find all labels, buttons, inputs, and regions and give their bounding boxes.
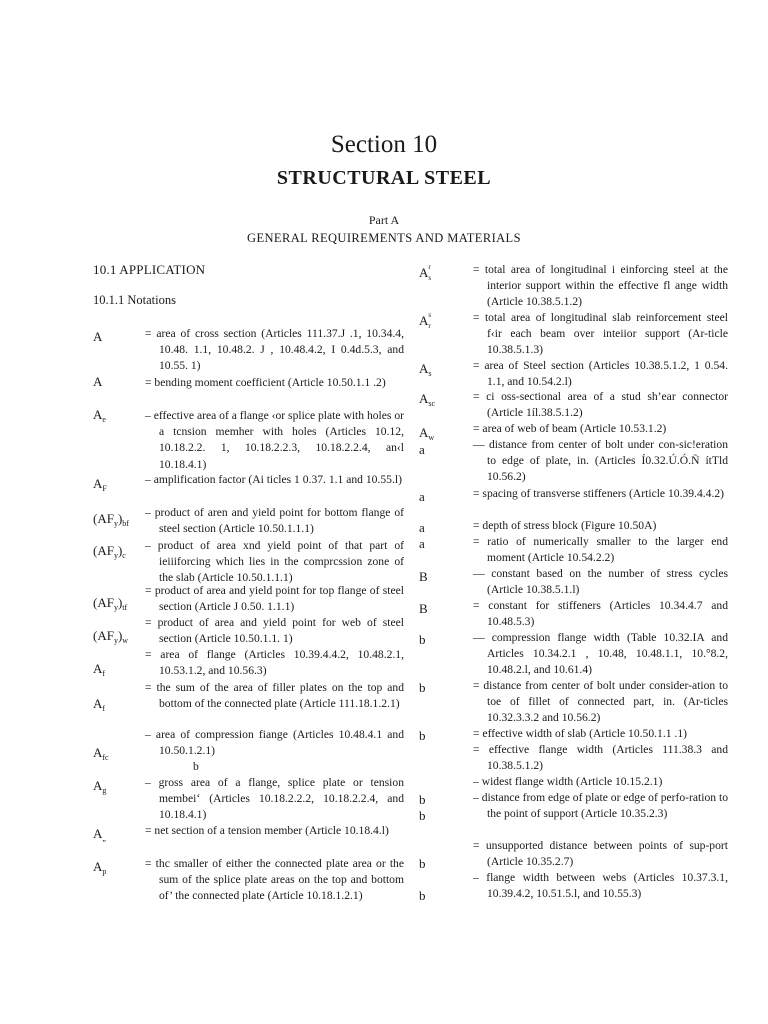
definition-Aw: = area of web of beam (Article 10.53.1.2) [473, 422, 667, 435]
symbol-a-depth: a [419, 520, 425, 535]
definition-An: = net section of a tension member (Article 10.18.4.l) [145, 824, 389, 837]
symbol-Ars: A s r [419, 311, 432, 330]
symbol-Ae: $A_e$ [93, 407, 106, 424]
definition-b-slab: = effective width of slab (Article 10.50.1.1 .1) [473, 727, 687, 740]
part-label: Part A [368, 213, 400, 227]
definition-b-compression: — compression flange width (Table 10.32.IA and Articles 10.34.2.1 , 10.48, 10.48.1.1, 10.°8.2, 10.48.2.l, and 10.61.4) [473, 631, 728, 677]
symbol-b-compression: b [419, 632, 426, 647]
definition-Ars: = total area of longitudinal slab reinforcement steel f‹ir each beam over inteiior support (Ar-ticle 10.38.5.1.3) [473, 311, 728, 357]
definition-a-ratio: = ratio of numerically smaller to the larger end moment (Article 10.54.2.2) [473, 535, 728, 565]
symbol-Asr: A r s [419, 263, 432, 282]
definition-a-depth: = depth of stress block (Figure 10.50A) [473, 519, 657, 532]
symbol-AFy-tf: $(AF_y)_{tf}$ [93, 595, 128, 612]
symbol-An: $A_„$ [93, 826, 106, 843]
definition-AF: – amplification factor (Ai ticles 1 0.37. 1.1 and 10.55.l) [145, 473, 402, 486]
symbol-AF: $A_F$ [93, 476, 107, 493]
heading-notations: 10.1.1 Notations [93, 293, 176, 307]
chapter-title: STRUCTURAL STEEL [276, 167, 492, 189]
symbol-Ag: $A_g$ [93, 778, 107, 795]
definition-A-bending: = bending moment coefficient (Article 10.50.1.1 .2) [145, 376, 386, 389]
definition-Asr: = total area of longitudinal i einforcing steel at the interior support within the effective fl ange width (Article 10.38.5.1.2) [473, 263, 728, 309]
definition-B-cycles: — constant based on the number of stress cycles (Article 10.38.5.1.l) [473, 567, 728, 597]
symbol-As: $A_s$ [419, 361, 432, 378]
definition-As: = area of Steel section (Articles 10.38.5.1.2, 1 0.54. 1.1, and 10.54.2.l) [473, 359, 728, 389]
definition-Af: = area of flange (Articles 10.39.4.4.2, 10.48.2.1, 10.53.1.2, and 10.56.3) [145, 648, 404, 678]
definition-AFy-tf: = product of area and yield point for top flange of steel section (Article J 0.50. 1.1.1) [145, 584, 404, 614]
symbol-Asc: $A_{sc}$ [419, 391, 436, 408]
symbol-a-ratio: a [419, 536, 425, 551]
symbol-a-spacing: a [419, 489, 425, 504]
loose-b: b [193, 760, 199, 773]
symbol-Af-filler: $A_f$ [93, 696, 106, 713]
definition-b-perforation: – distance from edge of plate or edge of perfo-ration to the point of support (Article 10.35.2.3) [473, 791, 728, 821]
symbol-A: A [93, 329, 103, 344]
part-title: GENERAL REQUIREMENTS AND MATERIALS [247, 231, 521, 245]
definition-Af-filler: = the sum of the area of filler plates on the top and bottom of the connected plate (Article 111.18.1.2.1) [145, 681, 404, 711]
definition-b-widest: – widest flange width (Article 10.15.2.1) [473, 775, 663, 788]
symbol-AFy-w: $(AF_y)_w$ [93, 628, 129, 645]
definition-Ap: = thc smaller of either the connected plate area or the sum of the splice plate areas on the top and bottom of’ the connected plate (Article 10.18.1.2.1) [145, 857, 404, 903]
symbol-b-webs: b [419, 888, 426, 903]
section-number: Section 10 [330, 131, 438, 158]
symbol-a-distance: a [419, 442, 425, 457]
definition-b-unsupported: = unsupported distance between points of sup-port (Article 10.35.2.7) [473, 839, 728, 869]
definition-a-distance: — distance from center of bolt under con-sic!eration to edge of plate, in. (Articles Í0.32.Ú.Ó.Ñ ítTld 10.56.2) [473, 438, 728, 484]
definition-A: = area of cross section (Articles 111.37.J .1, 10.34.4, 10.48. 1.1, 10.48.2. J , 10.48.4.2, I 0.4d.5.3, and 10.55. 1) [145, 327, 404, 373]
definition-Ae: – effective area of a flange ‹or splice plate with holes or a tcnsion memher with holes (Articles 10.12, 10.18.2.2. 1, 10.18.2.2.3, 10.18.2.2.4, an‹l 10.18.4.1) [145, 409, 404, 471]
symbol-AFy-bf: $(AF_y)_{bf}$ [93, 511, 129, 528]
definition-b-bolt: = distance from center of bolt under consider-ation to toe of fillet of connected part, in. (Ar-ticles 10.32.3.3.2 and 10.56.2) [473, 679, 728, 725]
symbol-A-bending: A [93, 374, 103, 389]
definition-AFy-bf: – product of aren and yield point for bottom flange of steel section (Article 10.50.1.1.1) [145, 506, 404, 536]
symbol-b-unsupported: b [419, 856, 426, 871]
symbol-B-cycles: B [419, 569, 428, 584]
definition-b-effective-flange: = effective flange width (Articles 111.38.3 and 10.38.5.1.2) [473, 743, 728, 773]
symbol-b-edge: b [419, 792, 426, 807]
symbol-b-slab: b [419, 728, 426, 743]
heading-application: 10.1 APPLICATION [93, 262, 206, 277]
symbol-Aw: $A_w$ [419, 425, 435, 442]
symbol-b-bolt: b [419, 680, 426, 695]
symbol-Af: $A_f$ [93, 661, 106, 678]
symbol-Afc: $A_{fc}$ [93, 745, 109, 762]
definition-Asc: = ci oss-sectional area of a stud sh’ear connector (Article 1íl.38.5.1.2) [473, 390, 728, 420]
symbol-AFy-c: $(AF_y)_c$ [93, 543, 126, 560]
definition-Afc: – area of compression fiange (Articles 10.48.4.1 and 10.50.1.2.1) [145, 728, 404, 758]
definition-AFy-w: = product of area and yield point for web of steel section (Article 10.50.1.1. 1) [145, 616, 404, 646]
definition-a-spacing: = spacing of transverse stiffeners (Article 10.39.4.4.2) [473, 487, 725, 500]
definition-AFy-c: – product of area xnd yield point of that part of ieiiiforcing which lies in the comprcssion zone of the slab (Article 10.50.1.1.1) [145, 539, 404, 585]
definition-Ag: – gross area of a flange, splice plate or tension membei‘ (Articles 10.18.2.2.2, 10.18.2.2.4, and 10.18.4.1) [145, 776, 404, 822]
symbol-Ap: $A_p$ [93, 859, 107, 876]
definition-b-webs: – flange width between webs (Articles 10.37.3.1, 10.39.4.2, 10.51.5.l, and 10.55.3) [473, 871, 728, 901]
definition-B-stiffeners: = constant for stiffeners (Articles 10.34.4.7 and 10.48.5.3) [473, 599, 728, 629]
symbol-B-stiffeners: B [419, 601, 428, 616]
symbol-b-perforation: b [419, 808, 426, 823]
